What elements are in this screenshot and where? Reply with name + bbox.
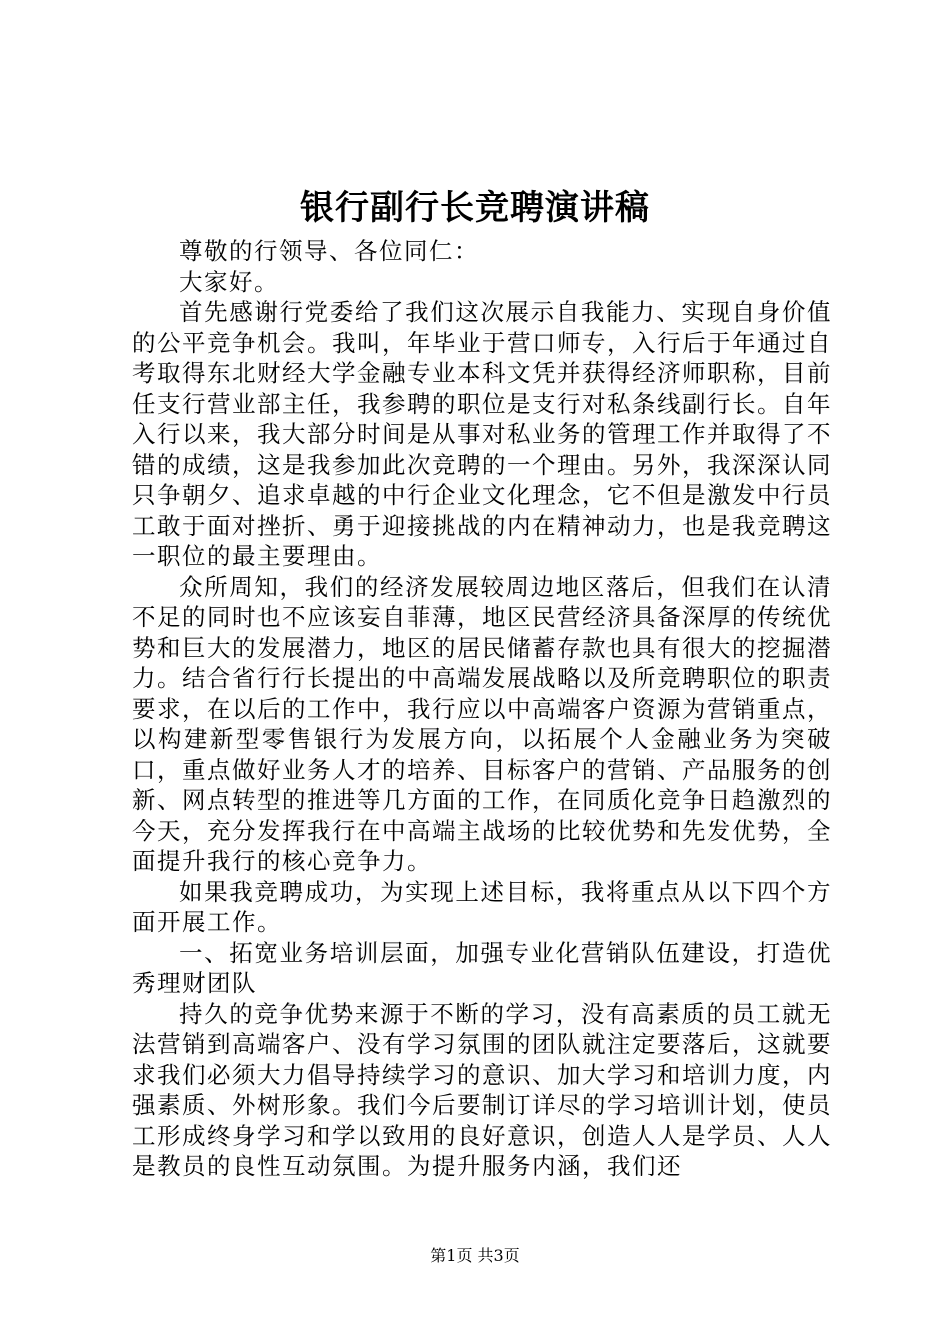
document-body — [132, 236, 832, 1182]
paragraph-intro: 首先感谢行党委给了我们这次展示自我能力、实现自身价值的公平竞争机会。我叫，年毕业于营口师专，入行后于年通过自考取得东北财经大学金融专业本科文凭并获得经济师职称，目前任支行营业部主任，我参聘的职位是支行对私条线副行长。自年入行以来，我大部分时间是从事对私业务的管理工作并取得了不错的成绩，这是我参加此次竞聘的一个理由。另外，我深深认同只争朝夕、追求卓越的中行企业文化理念，它不但是激发中行员工敢于面对挫折、勇于迎接挑战的内在精神动力，也是我竞聘这一职位的最主要理由。 — [132, 298, 832, 570]
page-title: 银行副行长竞聘演讲稿 — [300, 188, 650, 228]
section-heading-one: 一、拓宽业务培训层面，加强专业化营销队伍建设，打造优秀理财团队 — [132, 938, 832, 997]
paragraph-training: 持久的竞争优势来源于不断的学习，没有高素质的员工就无法营销到高端客户、没有学习氛围的团队就注定要落后，这就要求我们必须大力倡导持续学习的意识、加大学习和培训力度，内强素质、外树形象。我们今后要制订详尽的学习培训计划，使员工形成终身学习和学以致用的良好意识，创造人人是学员、人人是教员的良性互动氛围。为提升服务内涵，我们还 — [132, 999, 832, 1180]
page-footer: 第1页 共3页 — [430, 1246, 520, 1265]
paragraph-salutation: 尊敬的行领导、各位同仁： — [179, 237, 479, 265]
paragraph-greeting: 大家好。 — [179, 267, 279, 296]
paragraph-plan-intro: 如果我竞聘成功，为实现上述目标，我将重点从以下四个方面开展工作。 — [132, 877, 832, 936]
paragraph-analysis: 众所周知，我们的经济发展较周边地区落后，但我们在认清不足的同时也不应该妄自菲薄，地区民营经济具备深厚的传统优势和巨大的发展潜力，地区的居民储蓄存款也具有很大的挖掘潜力。结合省行行长提出的中高端发展战略以及所竞聘职位的职责要求，在以后的工作中，我行应以中高端客户资源为营销重点，以构建新型零售银行为发展方向，以拓展个人金融业务为突破口，重点做好业务人才的培养、目标客户的营销、产品服务的创新、网点转型的推进等几方面的工作，在同质化竞争日趋激烈的今天，充分发挥我行在中高端主战场的比较优势和先发优势，全面提升我行的核心竞争力。 — [132, 572, 832, 875]
